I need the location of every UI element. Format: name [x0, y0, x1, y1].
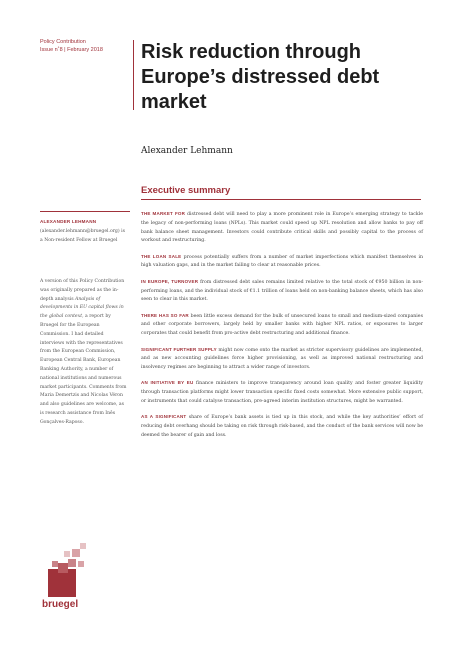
paragraph-text: distressed debt will need to play a more prominent role in Europe’s emerging strategy to tackle the legacy of non-performing loans (NPLs). This market could speed up NPL resolution and allow banks to pay off bank balance sheet management. Investors could contribute critical skills and possibly capital to the process of workout and restructuring.: [141, 212, 423, 244]
summary-paragraph: [141, 346, 423, 373]
series-name: Policy Contribution: [40, 39, 86, 45]
sidebar-author-bio: (alexander.lehmann@bruegel.org) is a Non-resident Fellow at Bruegel: [40, 228, 125, 243]
paragraph-lead: THE MARKET FOR: [141, 211, 186, 216]
author-name: Alexander Lehmann: [141, 146, 233, 156]
paragraph-text: share of Europe’s bank assets is tied up in this stock, and while the key authorities’ effort of reducing debt overhang should be taking on risk through risk-based, and the conduct of the bank services will now be deemed the bearer of gain and loss.: [141, 415, 423, 438]
summary-paragraph: [141, 413, 423, 440]
paragraph-text: process potentially suffers from a number of market imperfections which manifest themselves in high valuation gaps, and in the market failing to clear at reasonable prices.: [141, 254, 423, 269]
summary-paragraph: [141, 312, 423, 339]
note-rest: , a report by Bruegel for the European Commission. I had detailed interviews with the representatives from the European Commission, European Central Bank, European Banking Authority, a number of national institutions and numerous market participants. Comments from Maria Demertzis and Nicolas Véron and also guidelines are welcome, as is research assistance from Inês Gonçalves-Raposo.: [40, 314, 127, 425]
summary-paragraph: [141, 210, 423, 246]
bruegel-logo-icon: [40, 541, 96, 597]
paragraph-lead: IN EUROPE, TURNOVER: [141, 278, 199, 284]
paragraph-lead: THE LOAN SALE: [141, 253, 182, 259]
executive-summary-body: [141, 210, 423, 447]
paragraph-lead: THERE HAS SO FAR: [141, 312, 189, 318]
series-label: [40, 38, 130, 54]
paragraph-text: finance ministers to improve transparency around loan quality and foster greater liquidity through transaction platforms might lower transaction specific fixed costs somewhat. More extensive public support, or instruments that could catalyse transaction, pre-agreed interim institution structures, might be warranted.: [141, 381, 423, 405]
issue-info: Issue n˚8 | February 2018: [40, 47, 103, 53]
note-report-title: Analysis of developments in EU capital flows in the global context: [40, 296, 124, 320]
section-heading: Executive summary: [141, 185, 231, 196]
note-intro: A version of this Policy Contribution was originally prepared as the in-depth analysis: [40, 279, 125, 302]
paragraph-text: been little excess demand for the bulk of unsecured loans to small and medium-sized companies and other corporate borrowers, largely held by smaller banks with higher NPL ratios, or exposures to larger corporates that could benefit from pro-active debt restructuring and additional finance.: [141, 313, 423, 337]
paragraph-lead: AN INITIATIVE BY EU: [141, 380, 194, 386]
sidebar-author-name: ALEXANDER LEHMANN: [40, 219, 97, 224]
summary-paragraph: [141, 278, 423, 305]
paragraph-lead: SIGNIFICANT FURTHER SUPPLY: [141, 346, 217, 352]
paragraph-text: from distressed debt sales remains limited relative to the total stock of €950 billion in non-performing loans, and the individual stock of €1.1 trillion of loans held on non-banking balance sheets, which has also seen to clear in this market.: [141, 279, 423, 303]
page-title: Risk reduction through Europe’s distressed debt market: [141, 41, 380, 113]
sidebar-rule: [40, 211, 130, 212]
paragraph-lead: AS A SIGNIFICANT: [141, 414, 187, 420]
paragraph-text: might now come onto the market as stricter supervisory guidelines are implemented, and as new accounting guidelines force higher provisioning, as well as improved national restructuring and insolvency regimes are beginning to attract a wider range of investors.: [141, 347, 423, 371]
logo-wordmark: bruegel: [42, 599, 79, 610]
section-rule: [141, 199, 421, 200]
author-bio-block: [40, 218, 128, 245]
title-divider: [133, 40, 134, 110]
acknowledgement-note: [40, 278, 128, 428]
summary-paragraph: [141, 379, 423, 406]
summary-paragraph: [141, 253, 423, 272]
